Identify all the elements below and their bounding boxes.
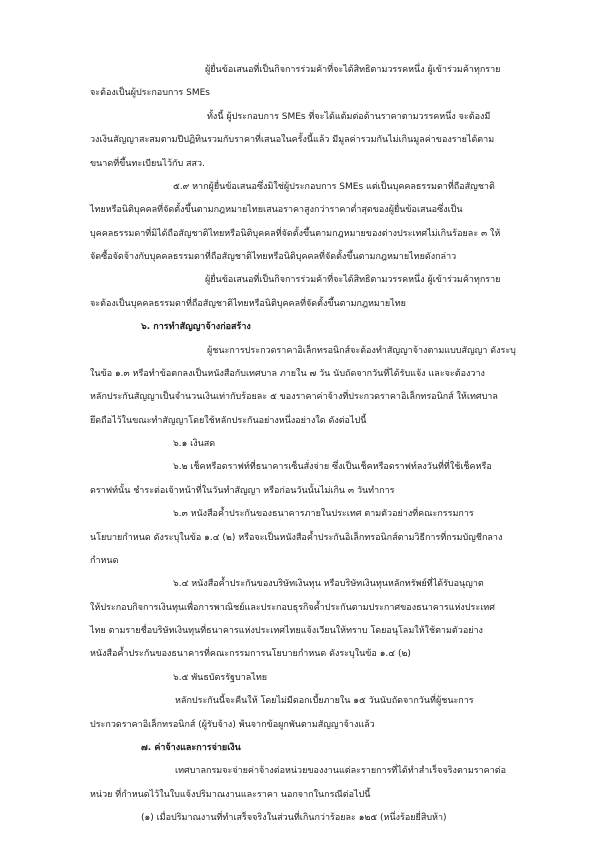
- text-line: เทศบาลกรมจะจ่ายค่าจ้างต่อหน่วยของงานแต่ละรายการที่ได้ทำสำเร็จจริงตามราคาต่อ: [175, 766, 506, 777]
- text-line: บุคคลธรรมดาที่มิได้ถือสัญชาติไทยหรือนิติบุคคลที่จัดตั้งขึ้นตามกฎหมายของต่างประเทศไม่เกินร้อยละ ๓ ให้: [90, 228, 501, 239]
- text-line: หน่วย ที่กำหนดไว้ในใบแจ้งปริมาณงานและราคา นอกจากในกรณีต่อไปนี้: [90, 789, 371, 800]
- clause-6-3: ๖.๓ หนังสือค้ำประกันของธนาคารภายในประเทศ ตามตัวอย่างที่คณะกรรมการ: [173, 509, 474, 520]
- text-line: ผู้ยื่นข้อเสนอที่เป็นกิจการร่วมค้าที่จะได้สิทธิตามวรรคหนึ่ง ผู้เข้าร่วมค้าทุกราย: [205, 65, 501, 75]
- text-line: จะต้องเป็นผู้ประกอบการ SMEs: [90, 88, 210, 99]
- clause-6-5: ๖.๕ พันธบัตรรัฐบาลไทย: [173, 672, 268, 683]
- clause-6-2: ๖.๒ เช็คหรือดราฟท์ที่ธนาคารเซ็นสั่งจ่าย ซึ่งเป็นเช็คหรือดราฟท์ลงวันที่ที่ใช้เช็คหรือ: [173, 462, 492, 473]
- text-line: ในข้อ ๑.๓ หรือทำข้อตกลงเป็นหนังสือกับเทศบาล ภายใน ๗ วัน นับถัดจากวันที่ได้รับแจ้ง และจะต้องวาง: [90, 368, 485, 379]
- text-line: วงเงินสัญญาสะสมตามปีปฏิทินรวมกับราคาที่เสนอในครั้งนี้แล้ว มีมูลค่ารวมกันไม่เกินมูลค่าของรายได้ตาม: [90, 135, 495, 146]
- section-7-heading: ๗. ค่าจ้างและการจ่ายเงิน: [141, 742, 241, 753]
- text-line: ผู้ยื่นข้อเสนอที่เป็นกิจการร่วมค้าที่จะได้สิทธิตามวรรคหนึ่ง ผู้เข้าร่วมค้าทุกราย: [205, 275, 501, 286]
- text-line: ยึดถือไว้ในขณะทำสัญญาโดยใช้หลักประกันอย่างหนึ่งอย่างใด ดังต่อไปนี้: [90, 415, 367, 426]
- text-line: หลักประกันนี้จะคืนให้ โดยไม่มีดอกเบี้ยภายใน ๑๕ วันนับถัดจากวันที่ผู้ชนะการ: [175, 696, 474, 707]
- text-line: ประกวดราคาอิเล็กทรอนิกส์ (ผู้รับจ้าง) พ้นจากข้อผูกพันตามสัญญาจ้างแล้ว: [90, 719, 375, 730]
- text-line: ไทยหรือนิติบุคคลที่จัดตั้งขึ้นตามกฎหมายไทยเสนอราคาสูงกว่าราคาต่ำสุดของผู้ยื่นข้อเสนอซึ่งเป็น: [90, 205, 463, 216]
- text-line: ไทย ตามรายชื่อบริษัทเงินทุนที่ธนาคารแห่งประเทศไทยแจ้งเวียนให้ทราบ โดยอนุโลมให้ใช้ตามตัวอย่าง: [90, 626, 483, 636]
- clause-7-1: (๑) เมื่อปริมาณงานที่ทำเสร็จจริงในส่วนที่เกินกว่าร้อยละ ๑๒๕ (หนึ่งร้อยยี่สิบห้า): [141, 813, 447, 823]
- text-line: ดราฟท์นั้น ชำระต่อเจ้าหน้าที่ในวันทำสัญญา หรือก่อนวันนั้นไม่เกิน ๓ วันทำการ: [90, 485, 395, 496]
- clause-5-9: ๕.๙ หากผู้ยื่นข้อเสนอซึ่งมิใช่ผู้ประกอบการ SMEs แต่เป็นบุคคลธรรมดาที่ถือสัญชาติ: [173, 181, 495, 192]
- text-line: ทั้งนี้ ผู้ประกอบการ SMEs ที่จะได้แต้มต่อด้านราคาตามวรรคหนึ่ง จะต้องมี: [207, 111, 491, 122]
- text-line: หลักประกันสัญญาเป็นจำนวนเงินเท่ากับร้อยละ ๕ ของราคาค่าจ้างที่ประกวดราคาอิเล็กทรอนิกส์ ให้เทศบาล: [90, 392, 498, 403]
- section-6-heading: ๖. การทำสัญญาจ้างก่อสร้าง: [141, 322, 251, 333]
- clause-6-4: ๖.๔ หนังสือค้ำประกันของบริษัทเงินทุน หรือบริษัทเงินทุนหลักทรัพย์ที่ได้รับอนุญาต: [173, 579, 484, 590]
- text-line: หนังสือค้ำประกันของธนาคารที่คณะกรรมการนโยบายกำหนด ดังระบุในข้อ ๑.๔ (๒): [90, 649, 411, 660]
- text-line: จะต้องเป็นบุคคลธรรมดาที่ถือสัญชาติไทยหรือนิติบุคคลที่จัดตั้งขึ้นตามกฎหมายไทย: [90, 298, 406, 309]
- clause-6-1: ๖.๑ เงินสด: [173, 439, 216, 449]
- text-line: นโยบายกำหนด ดังระบุในข้อ ๑.๔ (๒) หรือจะเป็นหนังสือค้ำประกันอิเล็กทรอนิกส์ตามวิธีการที่กรมบัญชีกลาง: [90, 532, 503, 543]
- text-line: ให้ประกอบกิจการเงินทุนเพื่อการพาณิชย์และประกอบธุรกิจค้ำประกันตามประกาศของธนาคารแห่งประเทศ: [90, 602, 495, 613]
- text-line: จัดซื้อจัดจ้างกับบุคคลธรรมดาที่ถือสัญชาติไทยหรือนิติบุคคลที่จัดตั้งขึ้นตามกฎหมายไทยดังกล่าว: [90, 252, 457, 262]
- text-line: กำหนด: [90, 555, 119, 566]
- text-line: ขนาดที่ขึ้นทะเบียนไว้กับ สสว.: [90, 158, 205, 169]
- text-line: ผู้ชนะการประกวดราคาอิเล็กทรอนิกส์จะต้องทำสัญญาจ้างตามแบบสัญญา ดังระบุ: [207, 345, 516, 356]
